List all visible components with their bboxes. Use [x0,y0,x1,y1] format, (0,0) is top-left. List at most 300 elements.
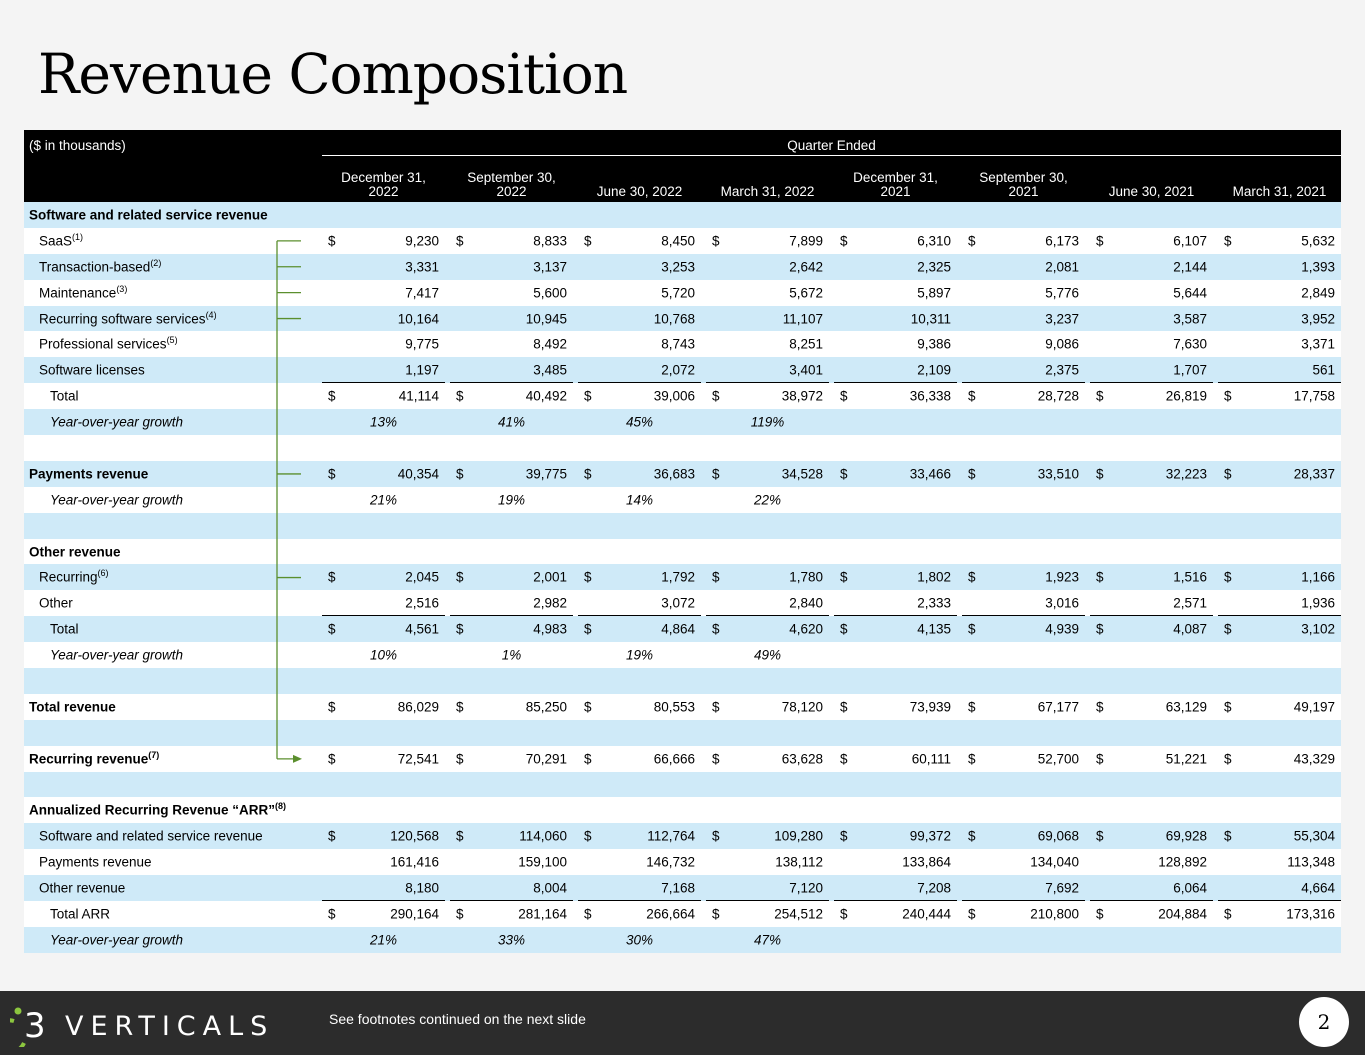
revenue-table [24,130,1341,953]
row-label [50,648,183,663]
dollar-sign: $ [328,751,336,767]
dollar-sign: $ [712,621,720,637]
row-label-text: Other revenue [29,544,121,560]
footnote-text: See footnotes continued on the next slide [329,1011,586,1027]
cell-value: 11,107 [782,311,823,326]
cell-value: 3,485 [533,362,567,378]
row-label [39,363,145,378]
row-label-text: Recurring software services [39,311,206,326]
table-row [24,306,1341,332]
dollar-sign: $ [456,466,464,482]
cell-value: 10,768 [653,311,695,326]
table-row [24,772,1341,798]
cell-value: 80,553 [653,699,695,715]
dollar-sign: $ [1096,699,1104,715]
cell-value: 10,945 [525,311,567,326]
footnote-marker: (2) [150,257,162,268]
cell-value: 43,329 [1293,751,1335,767]
cell-value: 33,510 [1037,466,1079,482]
cell-value: 52,700 [1037,751,1079,767]
column-header-line1: September 30, [979,170,1068,185]
cell-value: 290,164 [390,906,439,922]
column-header-line1: December 31, [341,170,426,185]
cell-value: 266,664 [646,906,695,922]
row-label [50,906,110,921]
row-label-text: Payments revenue [29,466,149,482]
column-header [962,171,1085,199]
row-label-text: Year-over-year growth [50,492,184,508]
dollar-sign: $ [712,466,720,482]
table-row [24,823,1341,849]
cell-value: 3,331 [405,259,439,275]
growth-value: 33% [497,932,526,948]
cell-value: 28,728 [1037,388,1079,404]
table-row [24,202,1341,228]
cell-value: 173,316 [1286,906,1335,922]
column-header [450,171,573,199]
row-label-text: Total [50,621,79,637]
dollar-sign: $ [1096,569,1104,585]
cell-value: 17,758 [1293,388,1335,404]
dollar-sign: $ [840,906,848,922]
logo-wordmark: VERTICALS [65,1011,275,1042]
cell-value: 2,571 [1173,595,1207,611]
row-label-text: Transaction-based [39,259,151,275]
dollar-sign: $ [840,233,848,249]
row-label-text: Software and related service revenue [29,207,268,223]
page-title: Revenue Composition [38,42,628,106]
cell-value: 78,120 [781,699,823,715]
growth-value: 47% [753,932,782,948]
cell-value: 3,237 [1045,311,1079,326]
dollar-sign: $ [584,906,592,922]
dollar-sign: $ [1224,906,1232,922]
cell-value: 39,006 [653,388,695,404]
row-label [39,596,73,611]
growth-value: 21% [369,492,398,508]
dollar-sign: $ [1096,233,1104,249]
cell-value: 73,939 [909,699,951,715]
column-header [322,171,445,199]
dollar-sign: $ [968,569,976,585]
cell-value: 2,840 [789,595,823,611]
cell-value: 4,620 [789,621,823,637]
cell-value: 240,444 [902,906,951,922]
row-label-text: SaaS [39,233,73,249]
cell-value: 8,833 [533,233,567,249]
cell-value: 6,173 [1045,233,1079,249]
row-label [39,829,263,844]
cell-value: 161,416 [390,854,439,870]
cell-value: 10,164 [397,311,439,326]
footnote-marker: (7) [148,749,160,760]
dollar-sign: $ [712,388,720,404]
row-label-text: Total ARR [50,906,111,922]
table-row [24,539,1341,565]
row-label [39,570,109,585]
table-row [24,642,1341,668]
dollar-sign: $ [328,569,336,585]
company-logo [10,999,275,1047]
cell-value: 2,072 [661,362,695,378]
row-label-text: Total [50,388,79,404]
cell-value: 2,333 [917,595,951,611]
cell-value: 1,780 [789,569,823,585]
dollar-sign: $ [840,621,848,637]
column-header-line2: 2022 [496,184,527,199]
cell-value: 4,087 [1173,621,1207,637]
row-label [39,855,152,870]
cell-value: 1,792 [661,569,695,585]
table-row [24,383,1341,409]
dollar-sign: $ [712,828,720,844]
growth-value: 1% [501,647,522,663]
cell-value: 8,004 [533,880,567,896]
cell-value: 4,939 [1045,621,1079,637]
row-label [29,544,121,559]
cell-value: 1,197 [405,362,439,378]
cell-value: 7,168 [661,880,695,896]
table-row [24,616,1341,642]
dollar-sign: $ [1224,388,1232,404]
table-row [24,590,1341,616]
cell-value: 1,802 [917,569,951,585]
table-row [24,694,1341,720]
column-header-line2: March 31, 2022 [720,184,815,199]
row-label [29,751,159,766]
cell-value: 114,060 [519,828,567,844]
dollar-sign: $ [1224,621,1232,637]
cell-value: 39,775 [525,466,567,482]
footnote-marker: (4) [205,309,217,320]
cell-value: 36,683 [653,466,695,482]
row-label [29,207,268,222]
table-row [24,228,1341,254]
table-row [24,901,1341,927]
column-header-line2: March 31, 2021 [1232,184,1327,199]
footnote-marker: (5) [166,335,178,346]
cell-value: 1,393 [1301,259,1335,275]
table-row [24,357,1341,383]
cell-value: 7,899 [789,233,823,249]
cell-value: 138,112 [775,854,823,870]
cell-value: 120,568 [390,828,439,844]
dollar-sign: $ [584,828,592,844]
cell-value: 3,371 [1301,336,1335,352]
cell-value: 26,819 [1165,388,1207,404]
dollar-sign: $ [1224,699,1232,715]
cell-value: 2,081 [1045,259,1079,275]
dollar-sign: $ [584,388,592,404]
growth-value: 21% [369,932,398,948]
dollar-sign: $ [712,751,720,767]
cell-value: 33,466 [909,466,951,482]
row-label-text: Year-over-year growth [50,647,184,663]
row-label-text: Professional services [39,336,167,352]
growth-value: 13% [369,414,398,430]
cell-value: 2,516 [405,595,439,611]
column-header-line2: June 30, 2021 [1108,184,1195,199]
logo-mark-icon [10,999,58,1047]
cell-value: 128,892 [1158,854,1207,870]
cell-value: 66,666 [653,751,695,767]
cell-value: 6,107 [1173,233,1207,249]
dollar-sign: $ [840,828,848,844]
table-row [24,668,1341,694]
row-label-text: Total revenue [29,699,116,715]
dollar-sign: $ [456,388,464,404]
cell-value: 109,280 [774,828,823,844]
cell-value: 3,016 [1045,595,1079,611]
column-header-line2: 2021 [1008,184,1039,199]
page-number: 2 [1299,997,1349,1047]
cell-value: 210,800 [1030,906,1079,922]
column-header-line1: December 31, [853,170,938,185]
cell-value: 1,923 [1045,569,1079,585]
column-header [1218,185,1341,199]
cell-value: 28,337 [1293,466,1335,482]
cell-value: 3,102 [1301,621,1335,637]
cell-value: 134,040 [1030,854,1079,870]
cell-value: 2,849 [1301,285,1335,301]
cell-value: 7,417 [405,285,439,301]
cell-value: 2,375 [1045,362,1079,378]
footnote-marker: (8) [275,801,287,812]
footnote-marker: (6) [97,568,109,579]
dollar-sign: $ [456,751,464,767]
cell-value: 2,144 [1173,259,1207,275]
row-label [29,699,116,714]
dollar-sign: $ [1096,466,1104,482]
dollar-sign: $ [968,751,976,767]
row-label-text: Other [39,595,73,611]
dollar-sign: $ [328,388,336,404]
column-header-line2: 2021 [880,184,911,199]
cell-value: 9,775 [405,336,439,352]
growth-value: 41% [497,414,526,430]
table-row [24,746,1341,772]
cell-value: 1,166 [1301,569,1335,585]
cell-value: 3,401 [789,362,823,378]
dollar-sign: $ [1224,569,1232,585]
unit-caption: ($ in thousands) [29,138,126,153]
cell-value: 7,630 [1173,336,1207,352]
logo-numeral: 3 [24,1006,46,1046]
dollar-sign: $ [328,466,336,482]
dollar-sign: $ [1224,233,1232,249]
cell-value: 204,884 [1158,906,1207,922]
dollar-sign: $ [1096,621,1104,637]
growth-value: 14% [625,492,654,508]
dollar-sign: $ [840,388,848,404]
growth-value: 49% [753,647,782,663]
cell-value: 38,972 [781,388,823,404]
cell-value: 281,164 [518,906,567,922]
table-row [24,875,1341,901]
row-label-text: Recurring revenue [29,751,149,767]
row-label [39,881,125,896]
cell-value: 3,137 [533,259,567,275]
cell-value: 69,928 [1165,828,1207,844]
cell-value: 86,029 [397,699,439,715]
dollar-sign: $ [584,699,592,715]
row-label [50,492,183,507]
row-label [39,285,127,300]
dollar-sign: $ [1224,751,1232,767]
cell-value: 67,177 [1037,699,1079,715]
column-header-line2: 2022 [368,184,399,199]
dollar-sign: $ [584,569,592,585]
dollar-sign: $ [456,621,464,637]
cell-value: 40,354 [397,466,439,482]
cell-value: 10,311 [910,311,951,326]
cell-value: 1,516 [1173,569,1207,585]
cell-value: 5,776 [1045,285,1079,301]
row-label [39,337,178,352]
cell-value: 34,528 [781,466,823,482]
cell-value: 4,664 [1301,880,1335,896]
cell-value: 133,864 [902,854,951,870]
cell-value: 63,129 [1165,699,1207,715]
row-label-text: Maintenance [39,285,117,301]
cell-value: 3,587 [1173,311,1207,326]
cell-value: 9,086 [1045,336,1079,352]
cell-value: 113,348 [1287,854,1335,870]
cell-value: 5,720 [661,285,695,301]
dollar-sign: $ [1096,828,1104,844]
dollar-sign: $ [968,828,976,844]
table-row [24,849,1341,875]
row-label [50,415,183,430]
row-label [50,622,79,637]
row-label-text: Annualized Recurring Revenue “ARR” [29,802,276,818]
dollar-sign: $ [456,569,464,585]
dollar-sign: $ [712,699,720,715]
dollar-sign: $ [712,233,720,249]
cell-value: 2,001 [533,569,567,585]
row-label-text: Year-over-year growth [50,414,184,430]
cell-value: 1,707 [1173,362,1207,378]
dollar-sign: $ [968,699,976,715]
cell-value: 8,180 [405,880,439,896]
table-row [24,461,1341,487]
row-label-text: Software and related service revenue [39,828,263,844]
dollar-sign: $ [968,621,976,637]
dollar-sign: $ [968,906,976,922]
row-label [39,233,83,248]
row-label-text: Recurring [39,569,98,585]
dollar-sign: $ [1096,751,1104,767]
dollar-sign: $ [1224,828,1232,844]
dollar-sign: $ [456,906,464,922]
growth-value: 119% [750,414,785,430]
cell-value: 8,251 [789,336,823,352]
cell-value: 6,064 [1173,880,1207,896]
table-row [24,435,1341,461]
cell-value: 2,325 [917,259,951,275]
growth-value: 30% [625,932,654,948]
cell-value: 72,541 [397,751,439,767]
cell-value: 7,120 [789,880,823,896]
dollar-sign: $ [840,466,848,482]
table-row [24,720,1341,746]
row-label [50,932,183,947]
table-row [24,487,1341,513]
dollar-sign: $ [968,466,976,482]
dollar-sign: $ [840,699,848,715]
dollar-sign: $ [456,699,464,715]
cell-value: 36,338 [909,388,951,404]
dollar-sign: $ [1096,906,1104,922]
cell-value: 9,386 [917,336,951,352]
cell-value: 8,492 [533,336,567,352]
row-label [29,466,148,481]
cell-value: 5,632 [1301,233,1335,249]
table-row [24,513,1341,539]
cell-value: 40,492 [525,388,567,404]
row-label-text: Other revenue [39,880,126,896]
quarter-ended-header: Quarter Ended [787,138,876,153]
growth-value: 22% [753,492,782,508]
row-label-text: Software licenses [39,362,145,378]
dollar-sign: $ [968,233,976,249]
table-row [24,797,1341,823]
cell-value: 4,561 [405,621,439,637]
cell-value: 1,936 [1301,595,1335,611]
cell-value: 99,372 [909,828,951,844]
table-row [24,564,1341,590]
cell-value: 7,208 [917,880,951,896]
cell-value: 2,642 [789,259,823,275]
table-row [24,409,1341,435]
cell-value: 4,135 [917,621,951,637]
cell-value: 9,230 [405,233,439,249]
growth-value: 19% [497,492,526,508]
cell-value: 5,897 [917,285,951,301]
cell-value: 49,197 [1293,699,1335,715]
cell-value: 7,692 [1045,880,1079,896]
cell-value: 63,628 [781,751,823,767]
cell-value: 69,068 [1037,828,1079,844]
dollar-sign: $ [712,569,720,585]
cell-value: 3,072 [661,595,695,611]
cell-value: 4,983 [533,621,567,637]
cell-value: 55,304 [1293,828,1335,844]
table-header-columns [24,156,1341,202]
dollar-sign: $ [328,828,336,844]
dollar-sign: $ [328,906,336,922]
dollar-sign: $ [584,466,592,482]
dollar-sign: $ [968,388,976,404]
table-row [24,254,1341,280]
column-header-line2: June 30, 2022 [596,184,683,199]
cell-value: 561 [1312,362,1335,378]
cell-value: 6,310 [917,233,951,249]
cell-value: 5,644 [1173,285,1207,301]
table-row [24,927,1341,953]
cell-value: 4,864 [661,621,695,637]
footnote-marker: (3) [116,283,128,294]
cell-value: 70,291 [525,751,567,767]
dollar-sign: $ [1096,388,1104,404]
row-label [39,311,217,326]
row-label [50,389,79,404]
cell-value: 60,111 [911,751,951,767]
table-row [24,331,1341,357]
dollar-sign: $ [584,233,592,249]
dollar-sign: $ [584,751,592,767]
dollar-sign: $ [328,699,336,715]
